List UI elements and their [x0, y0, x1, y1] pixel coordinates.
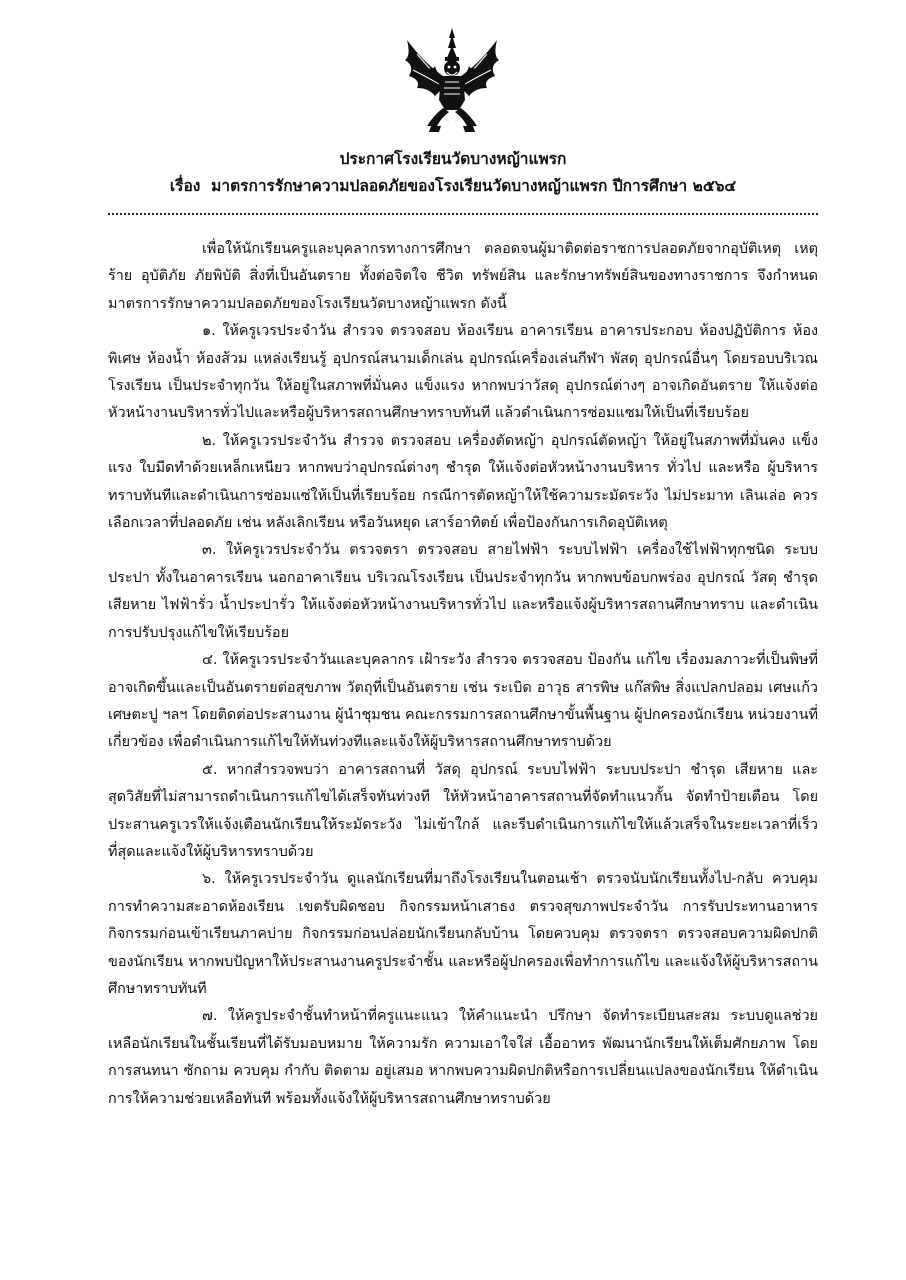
measure-item-3: ๓. ให้ครูเวรประจำวัน ตรวจตรา ตรวจสอบ สายไฟฟ้า ระบบไฟฟ้า เครื่องใช้ไฟฟ้าทุกชนิด ระบบประปา ทั้งในอาคารเรียน นอกอาคาเรียน บริเวณโรงเรียน เป็นประจำทุกวัน หากพบข้อบกพร่อง อุปกรณ์ วัสดุ ชำรุด เสียหาย ไฟฟ้ารั่ว น้ำประปารั่ว ให้แจ้งต่อหัวหน้างานบริหารทั่วไป และหรือแจ้งผู้บริหารสถานศึกษาทราบ และดำเนินการปรับปรุงแก้ไขให้เรียบร้อย [108, 542, 818, 641]
document-subject [0, 175, 906, 197]
garuda-emblem-icon [395, 26, 509, 136]
document-title: ประกาศโรงเรียนวัดบางหญ้าแพรก [339, 150, 567, 168]
document-body [108, 236, 818, 1113]
dotted-separator [108, 213, 818, 215]
subject-label: เรื่อง [169, 177, 201, 195]
measure-item-7: ๗. ให้ครูประจำชั้นทำหน้าที่ครูแนะแนว ให้คำแนะนำ ปรึกษา จัดทำระเบียนสะสม ระบบดูแลช่วยเหลือนักเรียนในชั้นเรียนที่ได้รับมอบหมาย ให้ความรัก ความเอาใจใส่ เอื้ออาทร พัฒนานักเรียนให้เต็มศักยภาพ โดยการสนทนา ซักถาม ควบคุม กำกับ ติดตาม อยู่เสมอ หากพบความผิดปกติหรือการเปลี่ยนแปลงของนักเรียน ให้ดำเนินการให้ความช่วยเหลือทันที พร้อมทั้งแจ้งให้ผู้บริหารสถานศึกษาทราบด้วย [108, 1008, 818, 1107]
measure-item-4: ๔. ให้ครูเวรประจำวันและบุคลากร เฝ้าระวัง สำรวจ ตรวจสอบ ป้องกัน แก้ไข เรื่องมลภาวะที่เป็นพิษที่อาจเกิดขึ้นและเป็นอันตรายต่อสุขภาพ วัตถุที่เป็นอันตราย เช่น ระเบิด อาวุธ สารพิษ แก๊สพิษ สิ่งแปลกปลอม เศษแก้ว เศษตะปู ฯลฯ โดยติดต่อประสานงาน ผู้นำชุมชน คณะกรรมการสถานศึกษาขั้นพื้นฐาน ผู้ปกครองนักเรียน หน่วยงานที่เกี่ยวข้อง เพื่อดำเนินการแก้ไขให้ทันท่วงทีและแจ้งให้ผู้บริหารสถานศึกษาทราบด้วย [108, 652, 818, 751]
measure-item-1: ๑. ให้ครูเวรประจำวัน สำรวจ ตรวจสอบ ห้องเรียน อาคารเรียน อาคารประกอบ ห้องปฏิบัติการ ห้องพิเศษ ห้องน้ำ ห้องส้วม แหล่งเรียนรู้ อุปกรณ์สนามเด็กเล่น อุปกรณ์เครื่องเล่นกีฬา พัสดุ อุปกรณ์อื่นๆ โดยรอบบริเวณโรงเรียน เป็นประจำทุกวัน ให้อยู่ในสภาพที่มั่นคง แข็งแรง หากพบว่าวัสดุ อุปกรณ์ต่างๆ อาจเกิดอันตราย ให้แจ้งต่อหัวหน้างานบริหารทั่วไปและหรือผู้บริหารสถานศึกษาทราบทันที แล้วดำเนินการซ่อมแซมให้เป็นที่เรียบร้อย [108, 323, 818, 422]
subject-text: มาตรการรักษาความปลอดภัยของโรงเรียนวัดบางหญ้าแพรก ปีการศึกษา ๒๕๖๔ [211, 177, 737, 195]
intro-paragraph: เพื่อให้นักเรียนครูและบุคลากรทางการศึกษา ตลอดจนผู้มาติดต่อราชการปลอดภัยจากอุบัติเหตุ เหตุร้าย อุบัติภัย ภัยพิบัติ สิ่งที่เป็นอันตราย ทั้งต่อจิตใจ ชีวิต ทรัพย์สิน และรักษาทรัพย์สินของทางราชการ จึงกำหนดมาตรการรักษาความปลอดภัยของโรงเรียนวัดบางหญ้าแพรก ดังนี้ [108, 241, 818, 312]
measure-item-2: ๒. ให้ครูเวรประจำวัน สำรวจ ตรวจสอบ เครื่องตัดหญ้า อุปกรณ์ตัดหญ้า ให้อยู่ในสภาพที่มั่นคง แข็งแรง ใบมีดทำด้วยเหล็กเหนียว หากพบว่าอุปกรณ์ต่างๆ ชำรุด ให้แจ้งต่อหัวหน้างานบริหาร ทั่วไป และหรือ ผู้บริหารทราบทันทีและดำเนินการซ่อมแซ่ให้เป็นที่เรียบร้อย กรณีการตัดหญ้าให้ใช้ความระมัดระวัง ไม่ประมาท เลินเล่อ ควรเลือกเวลาที่ปลอดภัย เช่น หลังเลิกเรียน หรือวันหยุด เสาร์อาทิตย์ เพื่อป้องกันการเกิดอุบัติเหตุ [108, 432, 818, 532]
measure-item-6: ๖. ให้ครูเวรประจำวัน ดูแลนักเรียนที่มาถึงโรงเรียนในตอนเช้า ตรวจนับนักเรียนทั้งไป-กลับ ควบคุมการทำความสะอาดห้องเรียน เขตรับผิดชอบ กิจกรรมหน้าเสาธง ตรวจสุขภาพประจำวัน การรับประทานอาหาร กิจกรรมก่อนเข้าเรียนภาคบ่าย กิจกรรมก่อนปล่อยนักเรียนกลับบ้าน โดยควบคุม ตรวจตรา ตรวจสอบความผิดปกติของนักเรียน หากพบปัญหาให้ประสานงานครูประจำชั้น และหรือผู้ปกครองเพื่อทำการแก้ไข และแจ้งให้ผู้บริหารสถานศึกษาทราบทันที [108, 871, 818, 997]
measure-item-5: ๕. หากสำรวจพบว่า อาคารสถานที่ วัสดุ อุปกรณ์ ระบบไฟฟ้า ระบบประปา ชำรุด เสียหาย และสุดวิสัยที่ไม่สามารถดำเนินการแก้ไขได้เสร็จทันท่วงที ให้หัวหน้าอาคารสถานที่จัดทำแนวกั้น จัดทำป้ายเตือน โดยประสานครูเวรให้แจ้งเตือนนักเรียนให้ระมัดระวัง ไม่เข้าใกล้ และรีบดำเนินการแก้ไขให้แล้วเสร็จในระยะเวลาที่เร็วที่สุดและแจ้งให้ผู้บริหารทราบด้วย [108, 761, 818, 860]
